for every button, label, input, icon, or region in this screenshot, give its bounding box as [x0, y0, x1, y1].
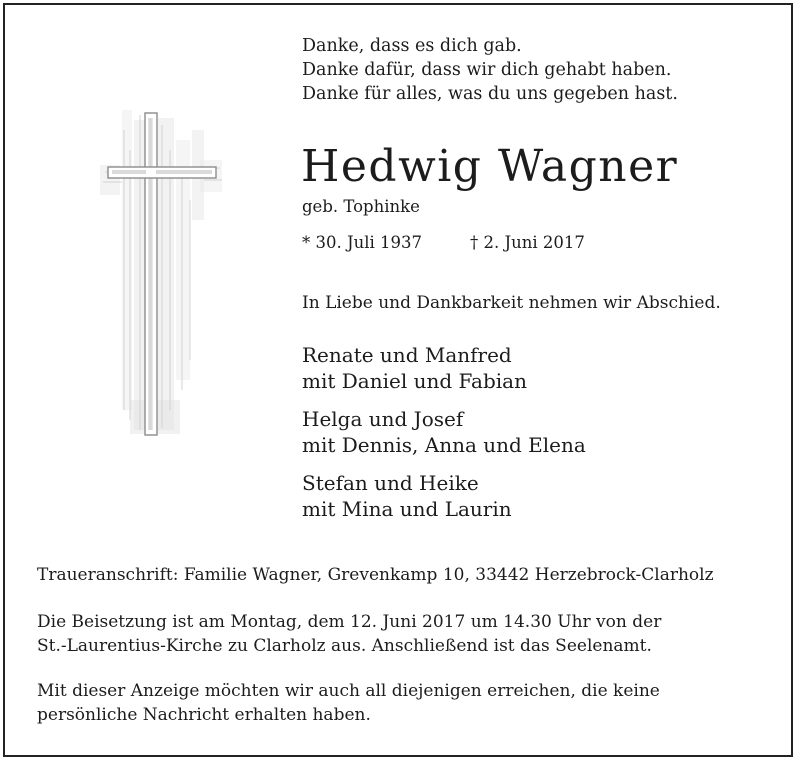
family-group	[302, 406, 586, 458]
note-line: Mit dieser Anzeige möchten wir auch all diejenigen erreichen, die keine	[37, 681, 660, 701]
motto	[302, 34, 678, 106]
family-group	[302, 342, 527, 394]
mourning-address: Traueranschrift: Familie Wagner, Grevenkamp 10, 33442 Herzebrock-Clarholz	[37, 565, 714, 585]
motto-line: Danke dafür, dass wir dich gehabt haben.	[302, 60, 672, 80]
funeral-line: St.-Laurentius-Kirche zu Clarholz aus. Anschließend ist das Seelenamt.	[37, 636, 652, 656]
funeral-line: Die Beisetzung ist am Montag, dem 12. Juni 2017 um 14.30 Uhr von der	[37, 612, 662, 632]
motto-line: Danke für alles, was du uns gegeben hast.	[302, 84, 678, 104]
family-children: mit Daniel und Fabian	[302, 369, 527, 393]
family-children: mit Dennis, Anna und Elena	[302, 433, 586, 457]
birth-date: * 30. Juli 1937	[302, 233, 423, 252]
family-parents: Renate und Manfred	[302, 343, 512, 367]
deceased-name: Hedwig Wagner	[301, 141, 679, 192]
birth-name: geb. Tophinke	[302, 197, 420, 216]
death-date: † 2. Juni 2017	[470, 233, 585, 252]
note-line: persönliche Nachricht erhalten haben.	[37, 705, 371, 725]
family-children: mit Mina und Laurin	[302, 497, 512, 521]
closing-note	[37, 679, 660, 727]
farewell-text: In Liebe und Dankbarkeit nehmen wir Abschied.	[302, 293, 721, 313]
family-parents: Stefan und Heike	[302, 471, 479, 495]
funeral-info	[37, 610, 661, 658]
family-group	[302, 470, 512, 522]
family-parents: Helga und Josef	[302, 407, 464, 431]
motto-line: Danke, dass es dich gab.	[302, 36, 522, 56]
cross-icon	[100, 110, 225, 440]
